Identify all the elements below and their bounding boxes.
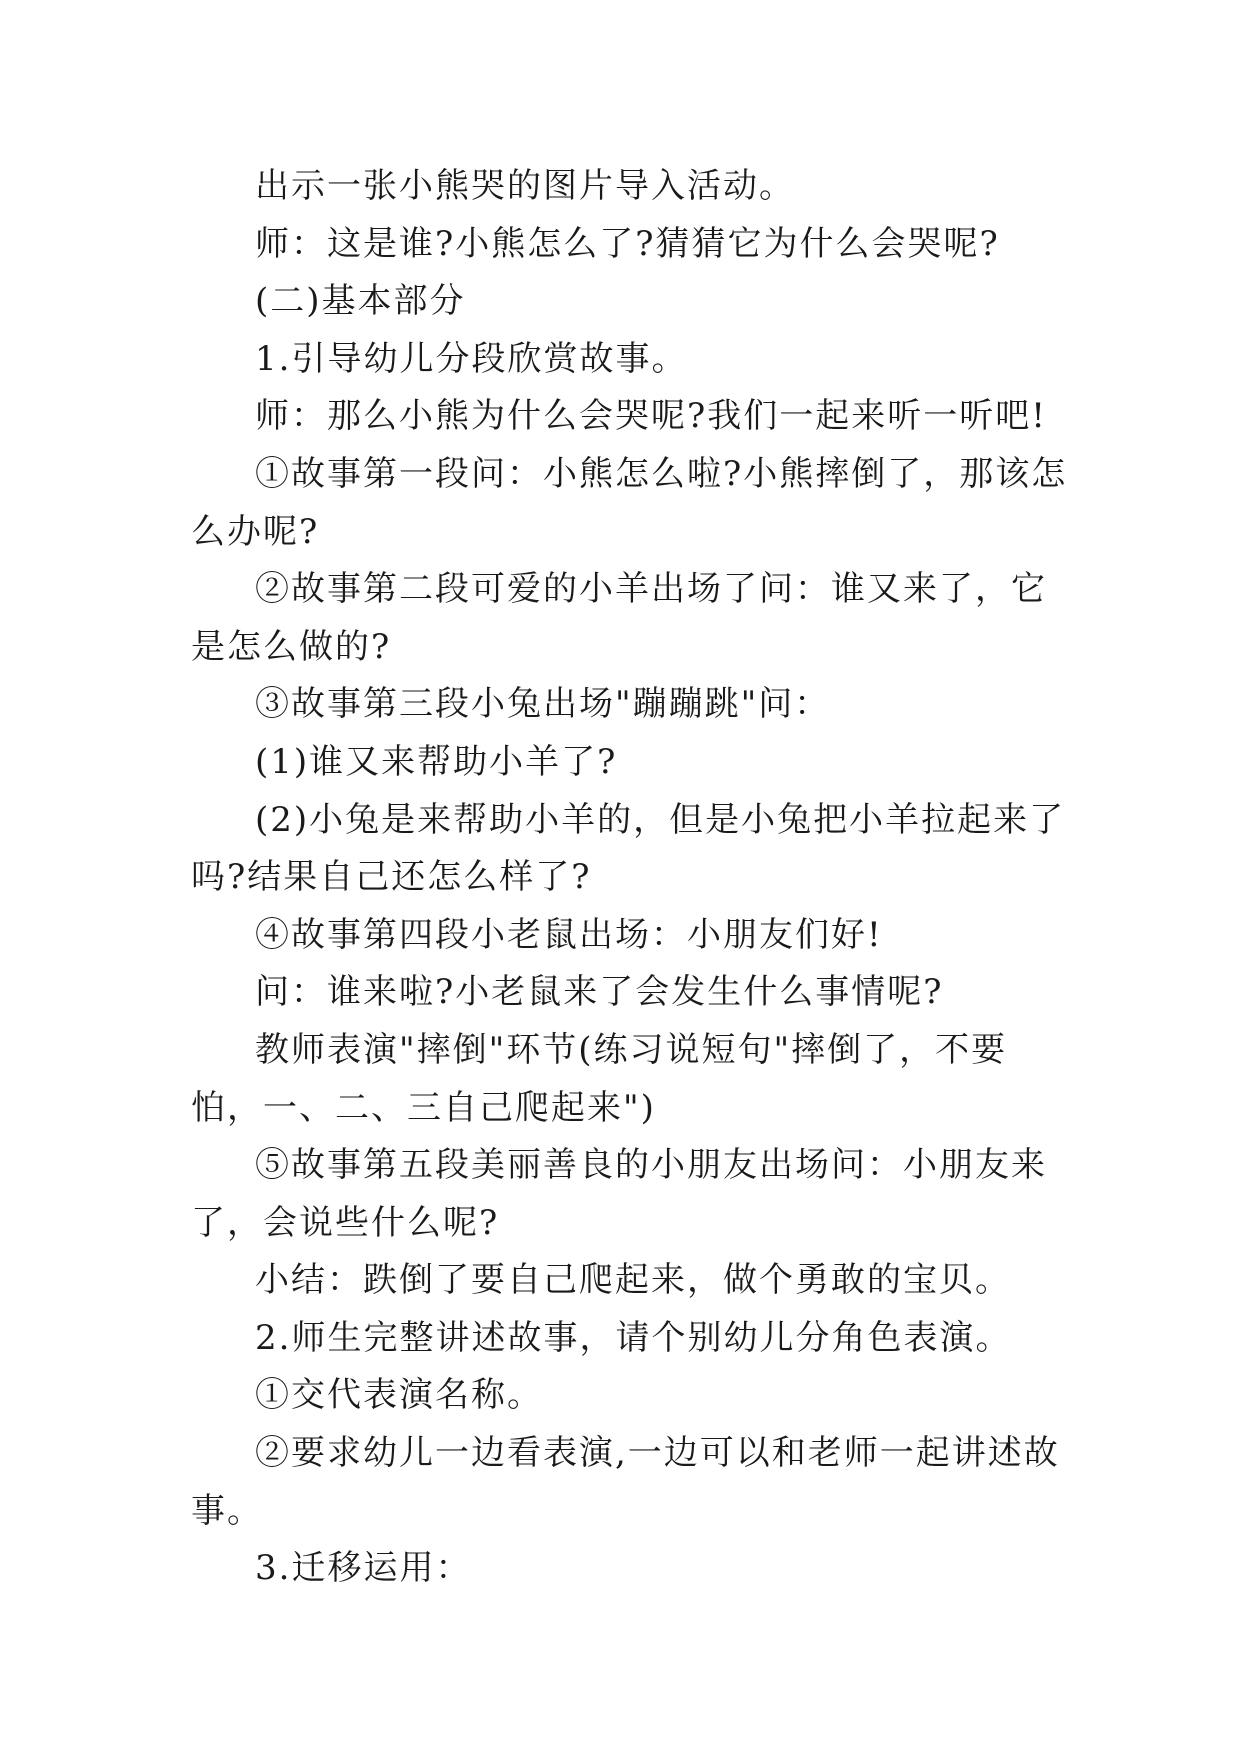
paragraph: ①故事第一段问：小熊怎么啦?小熊摔倒了，那该怎么办呢? [191,453,1068,552]
paragraph: 师：那么小熊为什么会哭呢?我们一起来听一听吧! [255,396,1047,437]
paragraph: 师：这是谁?小熊怎么了?猜猜它为什么会哭呢? [255,223,1000,264]
paragraph: ②故事第二段可爱的小羊出场了问：谁又来了，它是怎么做的? [191,569,1047,667]
paragraph: 教师表演"摔倒"环节(练习说短句"摔倒了，不要怕，一、二、三自己爬起来") [191,1029,1008,1128]
section-heading: (二)基本部分 [255,281,466,322]
paragraph: ③故事第三段小兔出场"蹦蹦跳"问： [255,684,831,725]
paragraph: 1.引导幼儿分段欣赏故事。 [255,338,688,379]
paragraph: 问：谁来啦?小老鼠来了会发生什么事情呢? [255,972,944,1013]
paragraph: 出示一张小熊哭的图片导入活动。 [255,166,795,206]
paragraph: (2)小兔是来帮助小羊的，但是小兔把小羊拉起来了吗?结果自己还怎么样了? [191,799,1066,898]
document-body [191,158,1071,1598]
paragraph: ①交代表演名称。 [255,1375,543,1416]
paragraph: 小结：跌倒了要自己爬起来，做个勇敢的宝贝。 [255,1260,1011,1301]
paragraph: ④故事第四段小老鼠出场：小朋友们好! [255,914,883,955]
paragraph: (1)谁又来帮助小羊了? [255,741,618,782]
paragraph: ②要求幼儿一边看表演,一边可以和老师一起讲述故事。 [191,1433,1060,1531]
paragraph: ⑤故事第五段美丽善良的小朋友出场问：小朋友来了，会说些什么呢? [191,1145,1047,1243]
paragraph: 3.迁移运用： [255,1548,472,1589]
paragraph: 2.师生完整讲述故事，请个别幼儿分角色表演。 [255,1317,1012,1358]
